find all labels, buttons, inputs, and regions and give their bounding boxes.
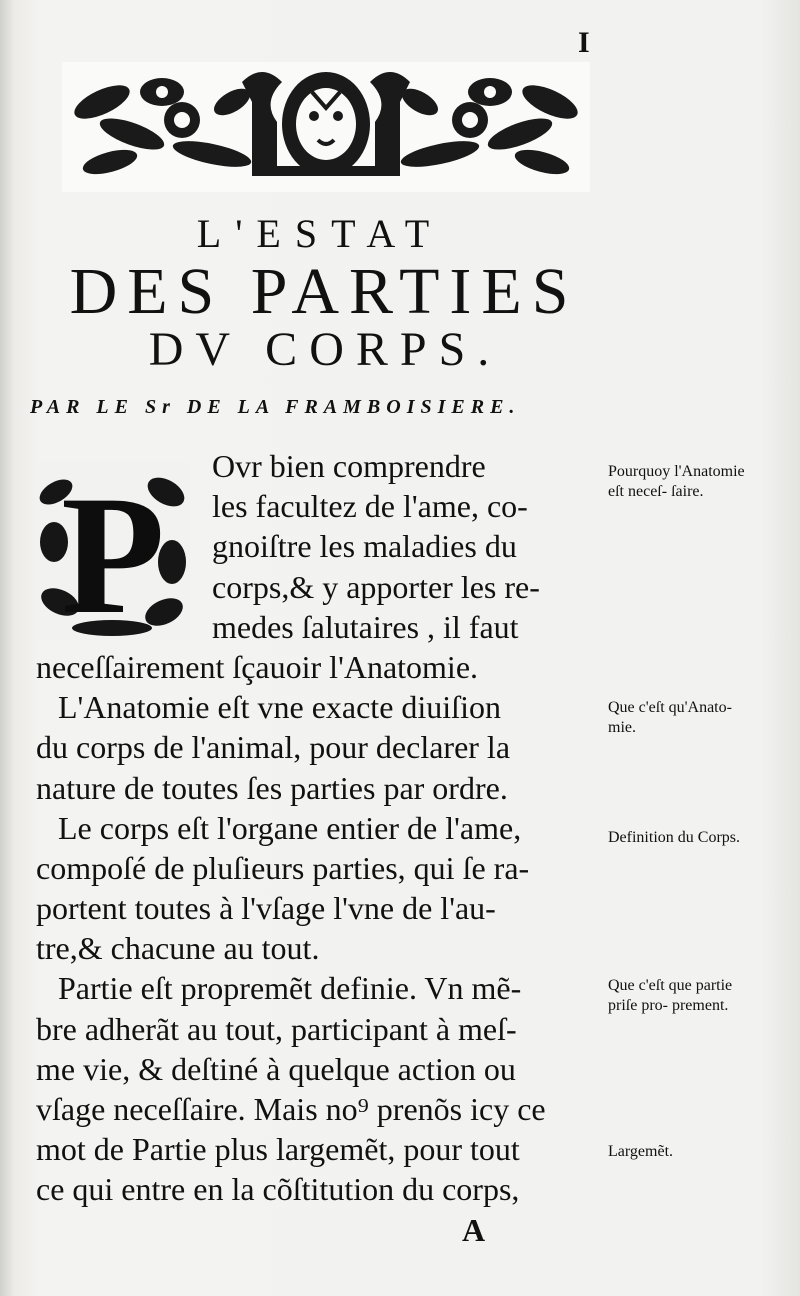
text-line: Partie eſt propremẽt definie. Vn mẽ- [58, 970, 522, 1007]
text-line: medes ſalutaires , il faut [212, 608, 519, 645]
text-line: mot de Partie plus largemẽt, pour tout [36, 1131, 520, 1168]
text-line: compoſé de pluſieurs parties, qui ſe ra- [36, 849, 530, 886]
text-line: tre,& chacune au tout. [36, 930, 320, 967]
body-text [36, 446, 606, 1210]
margin-note-corps: Definition du Corps. [608, 829, 740, 846]
headpiece-ornament [62, 62, 590, 192]
text-line: bre adherãt au tout, participant à meſ- [36, 1010, 517, 1047]
text-line: corps,& y apporter les re- [212, 568, 540, 605]
text-line: Le corps eſt l'organe entier de l'ame, [58, 809, 522, 846]
text-line: vſage neceſſaire. Mais no⁹ prenõs icy ce [36, 1091, 546, 1127]
title-line-1: L'ESTAT [196, 211, 444, 256]
margin-note-partie: Que c'eſt que partie priſe pro- prement. [608, 977, 733, 1014]
drop-cap-letter: P [61, 462, 165, 640]
signature-mark: A [462, 1212, 486, 1248]
author-byline: PAR LE Sr DE LA FRAMBOISIERE. [30, 396, 521, 418]
text-line: me vie, & deſtiné à quelque action ou [36, 1050, 516, 1087]
page-number: I [578, 26, 590, 59]
text-line: ce qui entre en la cõſtitution du corps, [36, 1171, 520, 1208]
title-line-3: DV CORPS. [148, 323, 502, 376]
title-line-2: DES PARTIES [69, 255, 579, 328]
text-line: gnoiſtre les maladies du [212, 528, 517, 565]
text-line: les facultez de l'ame, co- [212, 488, 528, 525]
text-line: Ovr bien comprendre [212, 448, 486, 484]
margin-note-anatomie: Que c'eſt qu'Anato- mie. [608, 699, 732, 736]
text-line: neceſſairement ſçauoir l'Anatomie. [36, 648, 479, 685]
margin-note-pourquoy: Pourquoy l'Anatomie eſt neceſ- ſaire. [608, 463, 745, 500]
text-line: du corps de l'animal, pour declarer la [36, 729, 511, 766]
text-line: portent toutes à l'vſage l'vne de l'au- [36, 890, 496, 927]
text-line: nature de toutes ſes parties par ordre. [36, 769, 508, 806]
margin-note-largement: Largemẽt. [608, 1143, 674, 1160]
text-line: L'Anatomie eſt vne exacte diuiſion [58, 689, 501, 726]
